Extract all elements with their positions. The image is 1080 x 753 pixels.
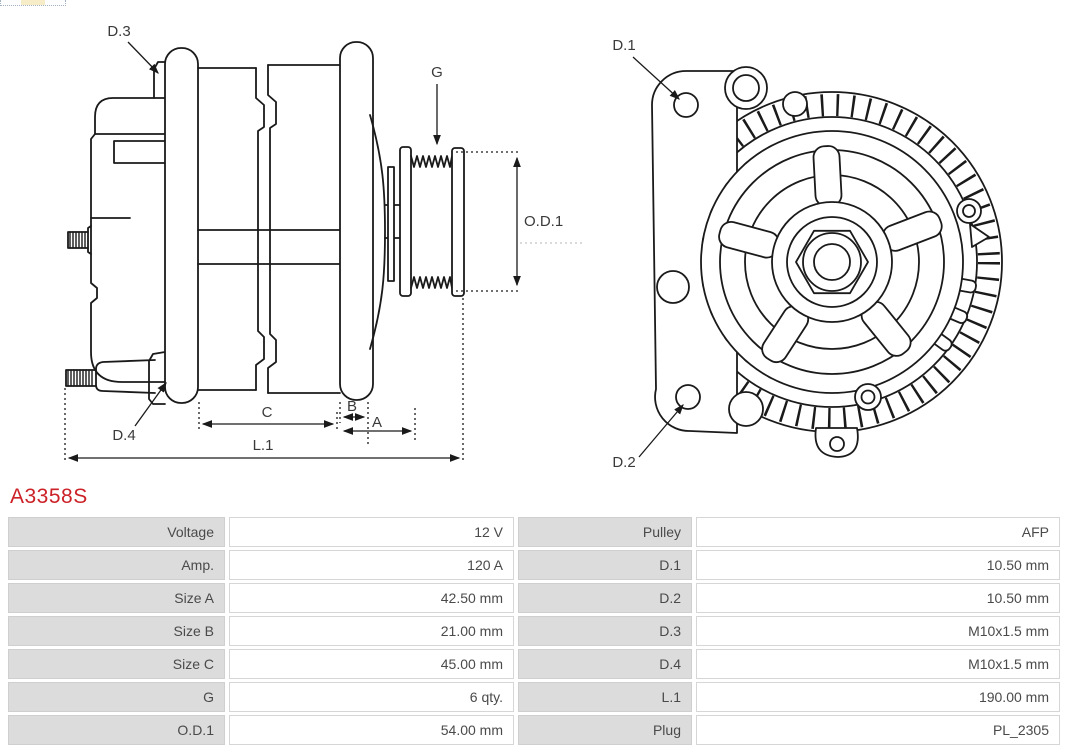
label-od1: O.D.1 <box>524 213 564 230</box>
spec-value: 12 V <box>229 517 514 547</box>
spec-label: D.2 <box>518 583 692 613</box>
spec-label: D.1 <box>518 550 692 580</box>
pulley-right-flange <box>452 148 464 296</box>
spec-label: D.4 <box>518 649 692 679</box>
dimension-lines <box>65 42 584 460</box>
rear-view-drawing <box>585 0 1080 495</box>
spec-value: 10.50 mm <box>696 583 1060 613</box>
spec-label: Plug <box>518 715 692 745</box>
alternator-side-outline <box>66 42 464 404</box>
label-d3: D.3 <box>107 23 131 40</box>
spec-value: AFP <box>696 517 1060 547</box>
spec-value: 10.50 mm <box>696 550 1060 580</box>
pulley-grooves-bottom <box>411 277 452 288</box>
spec-table <box>8 517 1060 745</box>
pulley-left-flange <box>400 147 411 296</box>
label-c: C <box>261 404 273 421</box>
spec-label: D.3 <box>518 616 692 646</box>
spec-value: M10x1.5 mm <box>696 616 1060 646</box>
spec-label: O.D.1 <box>8 715 225 745</box>
spec-value: 45.00 mm <box>229 649 514 679</box>
spec-value: M10x1.5 mm <box>696 649 1060 679</box>
side-view-drawing <box>0 0 585 480</box>
spec-label: Size A <box>8 583 225 613</box>
spec-label: Size B <box>8 616 225 646</box>
spec-value: 190.00 mm <box>696 682 1060 712</box>
mounting-hole-d2 <box>676 385 700 409</box>
label-a: A <box>371 414 383 431</box>
label-g: G <box>431 64 443 81</box>
label-d2: D.2 <box>612 454 636 471</box>
spec-value: PL_2305 <box>696 715 1060 745</box>
spec-label: Voltage <box>8 517 225 547</box>
pulley-face <box>701 131 963 393</box>
top-mounting-ear <box>154 62 165 98</box>
label-l1: L.1 <box>252 437 274 454</box>
part-number: A3358S <box>10 485 88 508</box>
rear-connector <box>95 98 165 134</box>
label-d4: D.4 <box>112 427 136 444</box>
spec-value: 120 A <box>229 550 514 580</box>
spec-label: Pulley <box>518 517 692 547</box>
spec-value: 21.00 mm <box>229 616 514 646</box>
spec-label: G <box>8 682 225 712</box>
mounting-hole-d1 <box>674 93 698 117</box>
d3-arrow <box>128 42 158 73</box>
spec-value: 42.50 mm <box>229 583 514 613</box>
label-b: B <box>346 398 358 415</box>
spec-label: Amp. <box>8 550 225 580</box>
rear-view-labels <box>612 37 635 471</box>
spec-value: 54.00 mm <box>229 715 514 745</box>
spec-label: L.1 <box>518 682 692 712</box>
spec-value: 6 qty. <box>229 682 514 712</box>
label-d1: D.1 <box>612 37 636 54</box>
spec-label: Size C <box>8 649 225 679</box>
pulley-grooves-top <box>411 156 452 167</box>
alternator-rear-outline <box>652 67 1002 457</box>
